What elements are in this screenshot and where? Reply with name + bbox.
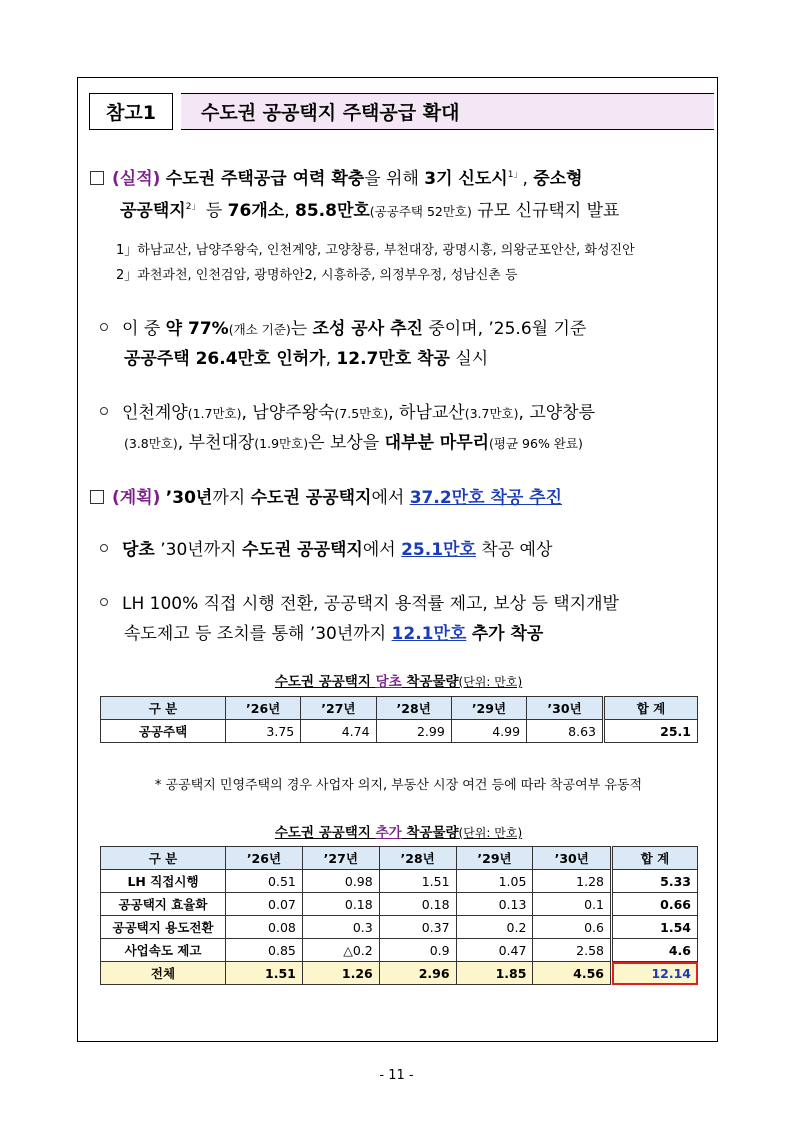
table-row: [101, 720, 698, 743]
p1-text: 약 77%: [165, 319, 229, 339]
cell: 0.07: [226, 893, 303, 916]
p3-text: ’30년까지: [154, 540, 242, 560]
caption-text: 착공물량: [401, 674, 459, 690]
s2-highlight: 37.2만호 착공 추진: [409, 488, 563, 508]
p1-text: (개소 기준): [228, 322, 291, 337]
cell: 1.51: [226, 962, 303, 985]
table1-header: ’29년: [451, 697, 526, 720]
section1-line1: [90, 164, 583, 189]
footnote-2: 2」과천과천, 인천검암, 광명하안2, 시흥하중, 의정부우정, 성남신촌 등: [116, 268, 518, 283]
section-title-bar: [89, 93, 714, 130]
circle-bullet-icon: [100, 598, 108, 606]
point3-line1: [100, 535, 552, 560]
s1-text: 수도권 주택공급 여력 확충: [165, 169, 365, 189]
p2-text: , 하남교산: [388, 403, 465, 423]
table2-header: ’29년: [456, 847, 533, 870]
p2-text: 대부분 마무리: [384, 433, 490, 453]
p4-text: 속도제고 등 조치를 통해 ’30년까지: [124, 624, 392, 644]
table2-header: ’30년: [533, 847, 612, 870]
cell: 0.2: [456, 916, 533, 939]
table1-header: ’30년: [527, 697, 604, 720]
s2-text: 수도권 공공택지: [250, 488, 372, 508]
cell: 0.98: [302, 870, 379, 893]
table1-header-row: [101, 697, 698, 720]
cell: 1.51: [379, 870, 456, 893]
s1-text: (공공주택 52만호): [369, 204, 472, 219]
table2: [100, 846, 698, 985]
caption-text: 착공물량: [401, 825, 459, 841]
p1-text: 실시: [449, 349, 489, 369]
cell: 0.13: [456, 893, 533, 916]
point2-line1: [100, 398, 595, 423]
cell: 4.74: [301, 720, 376, 743]
p1-text: 이 중: [122, 319, 166, 339]
point2-line2: [124, 428, 583, 453]
row-total: 1.54: [612, 916, 698, 939]
cell: 0.3: [302, 916, 379, 939]
caption-highlight: 당초: [375, 674, 402, 690]
cell: 1.85: [456, 962, 533, 985]
footnote-ref: 1」: [507, 170, 523, 180]
cell: 8.63: [527, 720, 604, 743]
p2-text: 인천계양: [122, 403, 188, 423]
page-number: - 11 -: [379, 1068, 414, 1083]
p4-text: 추가 착공: [471, 624, 544, 644]
row-total: 5.33: [612, 870, 698, 893]
square-bullet-icon: [90, 490, 104, 504]
caption-unit: (단위: 만호): [458, 675, 523, 689]
table1-header: ’26년: [226, 697, 301, 720]
table2-header: ’28년: [379, 847, 456, 870]
p2-text: (1.7만호): [187, 406, 242, 421]
grand-total: 12.14: [612, 962, 698, 985]
cell: 0.08: [226, 916, 303, 939]
p2-text: , 부천대장: [177, 433, 255, 453]
s1-text: 을 위해: [364, 169, 425, 189]
section2-line1: [90, 483, 562, 508]
p3-text: 에서: [362, 540, 402, 560]
footnote-1: 1」하남교산, 남양주왕숙, 인천계양, 고양창릉, 부천대장, 광명시흥, 의왕군포안산, 화성진안: [116, 243, 635, 258]
cell: 0.85: [226, 939, 303, 962]
section1-line2: [120, 196, 619, 221]
p3-text: 수도권 공공택지: [241, 540, 363, 560]
table-total-row: [101, 962, 698, 985]
p1-text: 공공주택 26.4만호 인허가: [124, 349, 326, 369]
p2-text: (1.9만호): [254, 436, 309, 451]
footnote-ref: 2」: [185, 202, 201, 212]
cell: 0.18: [379, 893, 456, 916]
p2-text: , 남양주왕숙: [241, 403, 335, 423]
p1-text: 12.7만호 착공: [336, 349, 450, 369]
section2-label: (계획): [112, 488, 161, 508]
s1-text: 85.8만호: [295, 201, 370, 221]
p2-text: (3.8만호): [124, 436, 178, 451]
row-total: 0.66: [612, 893, 698, 916]
circle-bullet-icon: [100, 407, 108, 415]
p1-text: 조성 공사 추진: [312, 319, 423, 339]
caption-unit: (단위: 만호): [458, 826, 523, 840]
cell: 2.99: [376, 720, 451, 743]
point1-line1: [100, 314, 586, 339]
table2-header-row: [101, 847, 698, 870]
table1-header: 합 계: [604, 697, 698, 720]
table1-header: ’28년: [376, 697, 451, 720]
table2-header: ’27년: [302, 847, 379, 870]
p1-text: 는: [290, 319, 313, 339]
s1-text: 76개소: [227, 201, 285, 221]
table1: [100, 696, 698, 743]
s1-text: 규모 신규택지 발표: [471, 201, 620, 221]
cell: 1.26: [302, 962, 379, 985]
p3-highlight: 25.1만호: [401, 540, 476, 560]
table2-header: 합 계: [612, 847, 698, 870]
s2-text: 에서: [371, 488, 410, 508]
caption-highlight: 추가: [375, 825, 402, 841]
table-row: [101, 893, 698, 916]
cell: 4.99: [451, 720, 526, 743]
p2-text: 은 보상을: [308, 433, 385, 453]
table1-note: * 공공택지 민영주택의 경우 사업자 의지, 부동산 시장 여건 등에 따라 착공여부 유동적: [154, 778, 643, 793]
cell: 0.47: [456, 939, 533, 962]
s1-text: ,: [284, 201, 295, 221]
table1-header: ’27년: [301, 697, 376, 720]
circle-bullet-icon: [100, 323, 108, 331]
row-label: 전체: [101, 962, 226, 985]
p3-text: 착공 예상: [475, 540, 553, 560]
table2-header: ’26년: [226, 847, 303, 870]
s2-text: 까지: [212, 488, 251, 508]
p1-text: 중이며, ’25.6월 기준: [422, 319, 587, 339]
cell: 0.6: [533, 916, 612, 939]
s2-text: ’30년: [165, 488, 213, 508]
row-total: 25.1: [604, 720, 698, 743]
row-label: LH 직접시행: [101, 870, 226, 893]
cell: △0.2: [302, 939, 379, 962]
row-label: 공공주택: [101, 720, 226, 743]
table1-header: 구 분: [101, 697, 226, 720]
table-row: [101, 916, 698, 939]
p2-text: (평균 96% 완료): [489, 436, 583, 451]
circle-bullet-icon: [100, 544, 108, 552]
table1-caption: [78, 670, 719, 690]
p2-text: , 고양창릉: [518, 403, 596, 423]
p4-highlight: 12.1만호: [391, 624, 467, 644]
s1-text: 중소형: [533, 169, 583, 189]
cell: 4.56: [533, 962, 612, 985]
row-total: 4.6: [612, 939, 698, 962]
table-row: [101, 939, 698, 962]
cell: 0.37: [379, 916, 456, 939]
cell: 2.96: [379, 962, 456, 985]
cell: 0.18: [302, 893, 379, 916]
row-label: 공공택지 효율화: [101, 893, 226, 916]
table2-header: 구 분: [101, 847, 226, 870]
p3-text: 당초: [122, 540, 155, 560]
cell: 1.05: [456, 870, 533, 893]
row-label: 공공택지 용도전환: [101, 916, 226, 939]
s1-text: 등: [200, 201, 228, 221]
title-text: 수도권 공공택지 주택공급 확대: [181, 93, 714, 130]
section1-label: (실적): [112, 169, 161, 189]
p2-text: (3.7만호): [464, 406, 519, 421]
table-row: [101, 870, 698, 893]
p4-text: LH 100% 직접 시행 전환, 공공택지 용적률 제고, 보상 등 택지개발: [122, 594, 619, 614]
s1-text: 공공택지: [120, 201, 186, 221]
p1-text: ,: [325, 349, 337, 369]
cell: 0.1: [533, 893, 612, 916]
table2-caption: [78, 821, 719, 841]
cell: 0.9: [379, 939, 456, 962]
title-tag: 참고1: [89, 93, 173, 130]
point1-line2: [124, 344, 488, 369]
content-frame: [77, 77, 718, 1042]
cell: 0.51: [226, 870, 303, 893]
square-bullet-icon: [90, 171, 104, 185]
row-label: 사업속도 제고: [101, 939, 226, 962]
p2-text: (7.5만호): [334, 406, 389, 421]
cell: 2.58: [533, 939, 612, 962]
cell: 1.28: [533, 870, 612, 893]
s1-text: ,: [522, 169, 534, 189]
point4-line2: [124, 619, 543, 644]
point4-line1: [100, 589, 619, 614]
caption-text: 수도권 공공택지: [274, 825, 376, 841]
caption-text: 수도권 공공택지: [274, 674, 376, 690]
cell: 3.75: [226, 720, 301, 743]
s1-text: 3기 신도시: [424, 169, 508, 189]
